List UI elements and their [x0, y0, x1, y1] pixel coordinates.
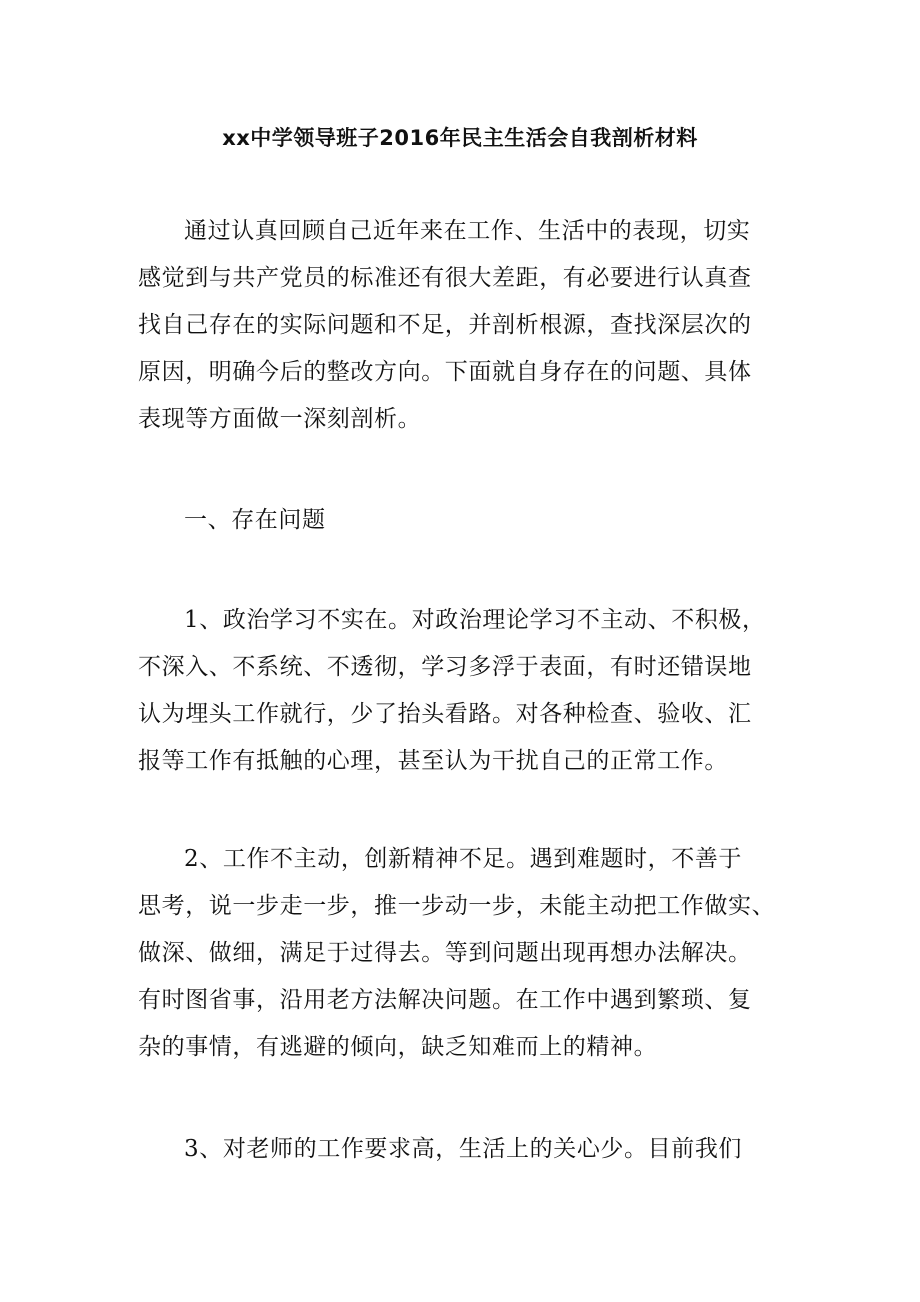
section-heading: 一、存在问题 [184, 507, 326, 533]
item-1-line: 1、政治学习不实在。对政治理论学习不主动、不积极， [184, 607, 766, 633]
intro-line: 原因，明确今后的整改方向。下面就自身存在的问题、具体 [138, 359, 752, 385]
item-2-line: 杂的事情，有逃避的倾向，缺乏知难而上的精神。 [138, 1034, 658, 1060]
item-1-paragraph [138, 597, 800, 785]
intro-line: 找自己存在的实际问题和不足，并剖析根源，查找深层次的 [138, 312, 752, 338]
item-1-line: 不深入、不系统、不透彻，学习多浮于表面，有时还错误地 [138, 654, 752, 680]
item-2-line: 做深、做细，满足于过得去。等到问题出现再想办法解决。 [138, 940, 752, 966]
intro-paragraph [138, 208, 800, 443]
item-2-paragraph [138, 836, 800, 1071]
item-2-line: 有时图省事，沿用老方法解决问题。在工作中遇到繁琐、复 [138, 987, 752, 1013]
item-2-line: 2、工作不主动，创新精神不足。遇到难题时，不善于 [184, 846, 743, 872]
item-1-line: 认为埋头工作就行，少了抬头看路。对各种检查、验收、汇 [138, 701, 752, 727]
intro-line: 感觉到与共产党员的标准还有很大差距，有必要进行认真查 [138, 265, 752, 291]
section-heading-block [138, 497, 800, 544]
item-1-line: 报等工作有抵触的心理，甚至认为干扰自己的正常工作。 [138, 748, 728, 774]
item-2-line: 思考，说一步走一步，推一步动一步，未能主动把工作做实、 [138, 893, 776, 919]
item-3-paragraph [138, 1126, 800, 1173]
intro-line: 表现等方面做一深刻剖析。 [138, 406, 422, 432]
document-title: xx中学领导班子2016年民主生活会自我剖析材料 [222, 126, 698, 150]
item-3-line: 3、对老师的工作要求高，生活上的关心少。目前我们 [184, 1136, 743, 1162]
intro-line: 通过认真回顾自己近年来在工作、生活中的表现，切实 [184, 218, 751, 244]
